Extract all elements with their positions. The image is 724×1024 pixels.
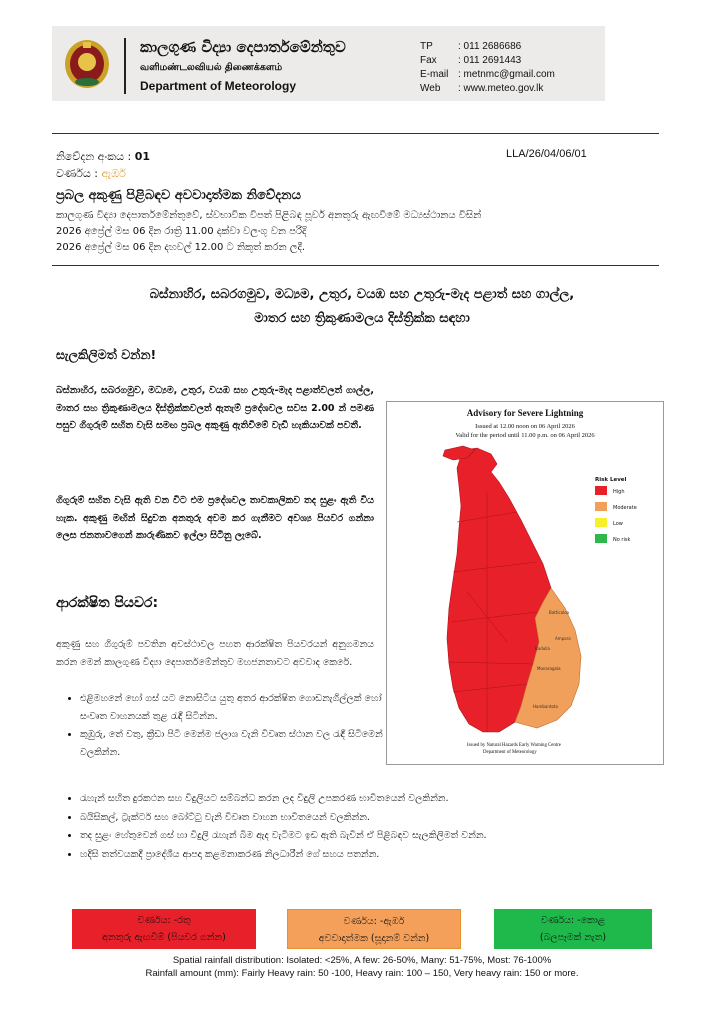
intro-line: 2026 අප්‍රේල් මස 06 දින රාත්‍රි 11.00 දක්වා වලංගු වන පරිදි (56, 226, 307, 237)
districts-title (60, 283, 664, 331)
legend-label-moderate: Moderate (613, 505, 637, 511)
map-label-ampara: Ampara (555, 636, 571, 641)
map-footer-department: Department of Meteorology (483, 750, 537, 755)
contact-value: : 011 2686686 (458, 41, 522, 52)
safety-list-narrow (62, 690, 390, 762)
warning-paragraph: බස්නාහිර, සබරගමුව, මධ්‍යම, උතුර, වයඹ සහ උතුරු-මැද පළාත්වලත් ගාල්ල, මාතර සහ ත්‍රිකුණාමලය දිස්ත්‍රික්කවලත් ඇතැම් ප්‍රදේශවල සවස 2.00 න් පමණ පසුව ගිගුරුම් සහිත වැසි සමඟ ප්‍රබල අකුණු ඇතිවීමේ වැඩි හැකියාවක් පවතී. (56, 385, 374, 431)
advisory-map (386, 401, 664, 765)
map-label-badulla: Badulla (535, 646, 550, 651)
safety-measures-heading: ආරක්ෂිත පියවර: (56, 595, 159, 611)
divider (52, 133, 659, 134)
contact-row (420, 40, 555, 54)
list-item: • රැහැන් සහිත දුරකථන සහ විදුලියට සම්බන්ධ කරන ලද විදුලි උපකරණ භාවිතයෙන් වලකින්න. (80, 790, 680, 808)
list-item: • බයිසිකල්, ට්‍රැක්ටර් සහ බෝට්ටු වැනි විවෘත වාහන භාවිතයෙන් වලකින්න. (80, 809, 680, 827)
legend-swatch-low (595, 518, 607, 527)
contact-label: E-mail (420, 69, 449, 80)
department-name-english: Department of Meteorology (140, 79, 297, 93)
legend-swatch-high (595, 486, 607, 495)
footer-rainfall-distribution: Spatial rainfall distribution: Isolated: <25%, A few: 26-50%, Many: 51-75%, Most: 76-100% (172, 955, 552, 966)
map-label-batticaloa: Batticaloa (549, 610, 570, 615)
list-item: • එළිමහනේ හෝ ගස් යට නොසිටිය යුතු අතර ආරක්ෂිත ගොඩනැගිල්ලක් හෝ සංවෘත වාහනයක් තුළ රැඳී සිටින්න. (80, 690, 390, 725)
map-label-monaragala: Monaragala (537, 666, 561, 671)
intro-line: කාලගුණ විද්‍යා දෙපාර්තමේන්තුවේ, ස්වභාවික විපත් පිළිබඳ පූර්ව අනතුරු ඇඟවීමේ මධ්‍යස්ථානය විසින් (56, 210, 482, 221)
map-valid: Valid for the period until 11.00 p.m. on 06 April 2026 (455, 432, 595, 439)
department-name-tamil: வளிமண்டலவியல் திணைக்களம் (140, 62, 283, 73)
map-issued: Issued at 12.00 noon on 06 April 2026 (475, 423, 575, 430)
notice-meta (56, 148, 150, 182)
level-title: වර්ණය: -රතු (137, 915, 191, 926)
notice-number: 01 (134, 150, 151, 163)
footer-rainfall-amount: Rainfall amount (mm): Fairly Heavy rain: 50 -100, Heavy rain: 100 – 150, Very heavy rain: 150 or more. (145, 968, 579, 979)
level-box-red (72, 909, 256, 949)
contact-value: : 011 2691443 (458, 55, 522, 66)
list-item: • හදිසි තත්වයකදී ප්‍රාදේශීය ආපදා කළමනාකරණ නිලධාරීන් ගේ සහය පතන්න. (80, 846, 680, 864)
contact-label: TP (420, 41, 433, 52)
list-item: • තද සුළං හේතුවෙන් ගස් හා විදුලි රැහැන් බිම ඇද වැටීමට ඉඩ ඇති බැවින් ඒ පිළිබඳව සැලකිලිමත් වන්න. (80, 827, 680, 845)
districts-title-line: බස්නාහිර, සබරගමුව, මධ්‍යම, උතුර, වයඹ සහ උතුරු-මැද පළාත් සහ ගාල්ල, (149, 287, 575, 302)
notice-title: ප්‍රබල අකුණු පිළිබඳව අවවාදාත්මක නිවේදනය (56, 188, 301, 203)
government-emblem-icon (62, 36, 112, 90)
contact-label: Web (420, 83, 441, 94)
contact-row (420, 82, 555, 96)
level-box-amber (287, 909, 461, 949)
category-value: ඇඹර් (101, 167, 126, 180)
level-description: (බලපෑමක් නැත) (539, 932, 607, 943)
intro-line: 2026 අප්‍රේල් මස 06 දින දහවල් 12.00 ට නිකුත් කරන ලදී. (56, 242, 306, 253)
contact-row (420, 54, 555, 68)
notice-reference: LLA/26/04/06/01 (506, 148, 587, 160)
divider (52, 265, 659, 266)
legend-label-high: High (613, 489, 625, 495)
level-box-green (494, 909, 652, 949)
safety-intro-paragraph: අකුණු සහ ගිගුරුම් පවතින අවස්ථාවල පහත ආරක්ෂිත පියවරයන් අනුගමනය කරන මෙන් කාලගුණ විද්‍යා දෙපාර්තමේන්තුව මහජනතාවට අවවාද කෙරේ. (56, 639, 374, 668)
contact-value[interactable]: : metnmc@gmail.com (458, 69, 555, 80)
level-title: වර්ණය: -කොළ (540, 915, 606, 926)
contact-value[interactable]: : www.meteo.gov.lk (458, 83, 544, 94)
department-name-sinhala: කාලගුණ විද්‍යා දෙපාර්තමේන්තුව (140, 38, 346, 56)
contact-label: Fax (420, 55, 437, 66)
category-label: වර්ණය : (56, 167, 99, 180)
map-label-hambantota: Hambantota (533, 704, 558, 709)
districts-title-line: මාතර සහ ත්‍රිකුණාමලය දිස්ත්‍රික්ක සඳහා (254, 311, 470, 326)
safety-list-wide (62, 790, 680, 864)
map-footer-issuer: Issued by Natural Hazards Early Warning Centre (467, 743, 561, 748)
contact-row (420, 68, 555, 82)
intro-text (56, 208, 660, 256)
level-title: වර්ණය: -ඇඹර් (343, 916, 405, 927)
legend-swatch-no-risk (595, 534, 607, 543)
legend-swatch-moderate (595, 502, 607, 511)
be-careful-heading: සැලකිලිමත් වන්න! (56, 347, 157, 362)
level-description: අවවාදාත්මක (සූදානම් වන්න) (318, 933, 430, 944)
legend-label-no-risk: No risk (613, 537, 631, 543)
map-title: Advisory for Severe Lightning (466, 408, 584, 418)
legend-label-low: Low (613, 521, 623, 527)
advice-paragraph: ගිගුරුම් සහිත වැසි ඇති වන විට එම ප්‍රදේශවල තාවකාලිකව තද සුළං ඇති විය හැක. අකුණු මඟින් සිදුවන අනතුරු අවම කර ගැනීමට අවශ්‍ය පියවර ගන්නා ලෙස ජනතාවගෙන් කාරුණිකව ඉල්ලා සිටිනු ලැබේ. (56, 495, 374, 541)
notice-number-label: නිවේදන අංකය : (56, 150, 132, 163)
list-item: • කුඹුරු, තේ වතු, ක්‍රීඩා පිටි මෙන්ම ජලාශ වැනි විවෘත ස්ථාන වල රැඳී සිටීමෙන් වලකින්න. (80, 726, 390, 761)
level-description: අනතුරු ඇඟවීම් (පියවර ගන්න) (102, 932, 226, 943)
map-legend-title: Risk Level (595, 477, 627, 483)
contact-block (420, 40, 555, 96)
header-divider (124, 38, 126, 94)
